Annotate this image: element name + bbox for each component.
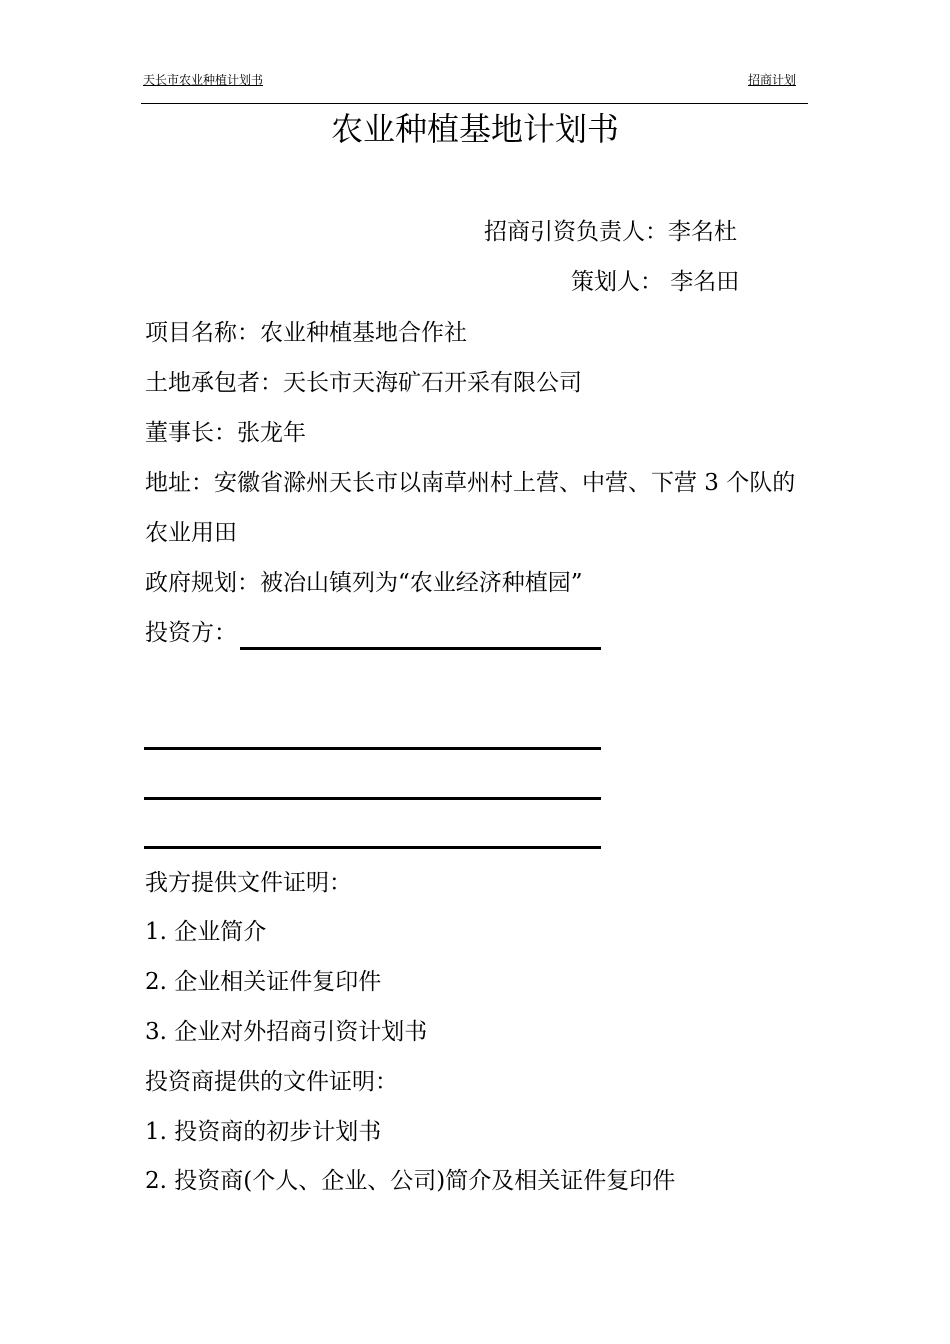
investor-blank-line-3	[144, 797, 601, 800]
investor-label: 投资方：	[145, 620, 237, 646]
our-documents-item: 3. 企业对外招商引资计划书	[145, 1019, 428, 1045]
address-line-2: 农业用田	[145, 520, 237, 546]
header-left-text: 天长市农业种植计划书	[143, 73, 264, 87]
our-documents-item: 1. 企业简介	[145, 919, 267, 945]
address-line-1: 地址：安徽省滁州天长市以南草州村上营、中营、下营 3 个队的	[145, 470, 796, 496]
our-documents-heading: 我方提供文件证明：	[145, 870, 352, 896]
investment-lead: 招商引资负责人：李名杜	[484, 219, 737, 245]
investor-documents-heading: 投资商提供的文件证明：	[145, 1069, 398, 1095]
project-name: 项目名称：农业种植基地合作社	[145, 320, 467, 346]
chairman: 董事长：张龙年	[145, 420, 306, 446]
land-contractor: 土地承包者：天长市天海矿石开采有限公司	[145, 370, 582, 396]
planner: 策划人： 李名田	[571, 269, 740, 295]
investor-blank-line-1	[240, 647, 601, 650]
our-documents-item: 2. 企业相关证件复印件	[145, 969, 382, 995]
investor-documents-item: 2. 投资商(个人、企业、公司)简介及相关证件复印件	[145, 1168, 676, 1194]
investor-blank-line-4	[144, 846, 601, 849]
investor-blank-line-2	[144, 747, 601, 750]
document-title: 农业种植基地计划书	[330, 110, 619, 148]
investor-documents-item: 1. 投资商的初步计划书	[145, 1119, 382, 1145]
header-right-text: 招商计划	[748, 73, 797, 87]
government-plan: 政府规划：被冶山镇列为“农业经济种植园”	[145, 570, 583, 596]
